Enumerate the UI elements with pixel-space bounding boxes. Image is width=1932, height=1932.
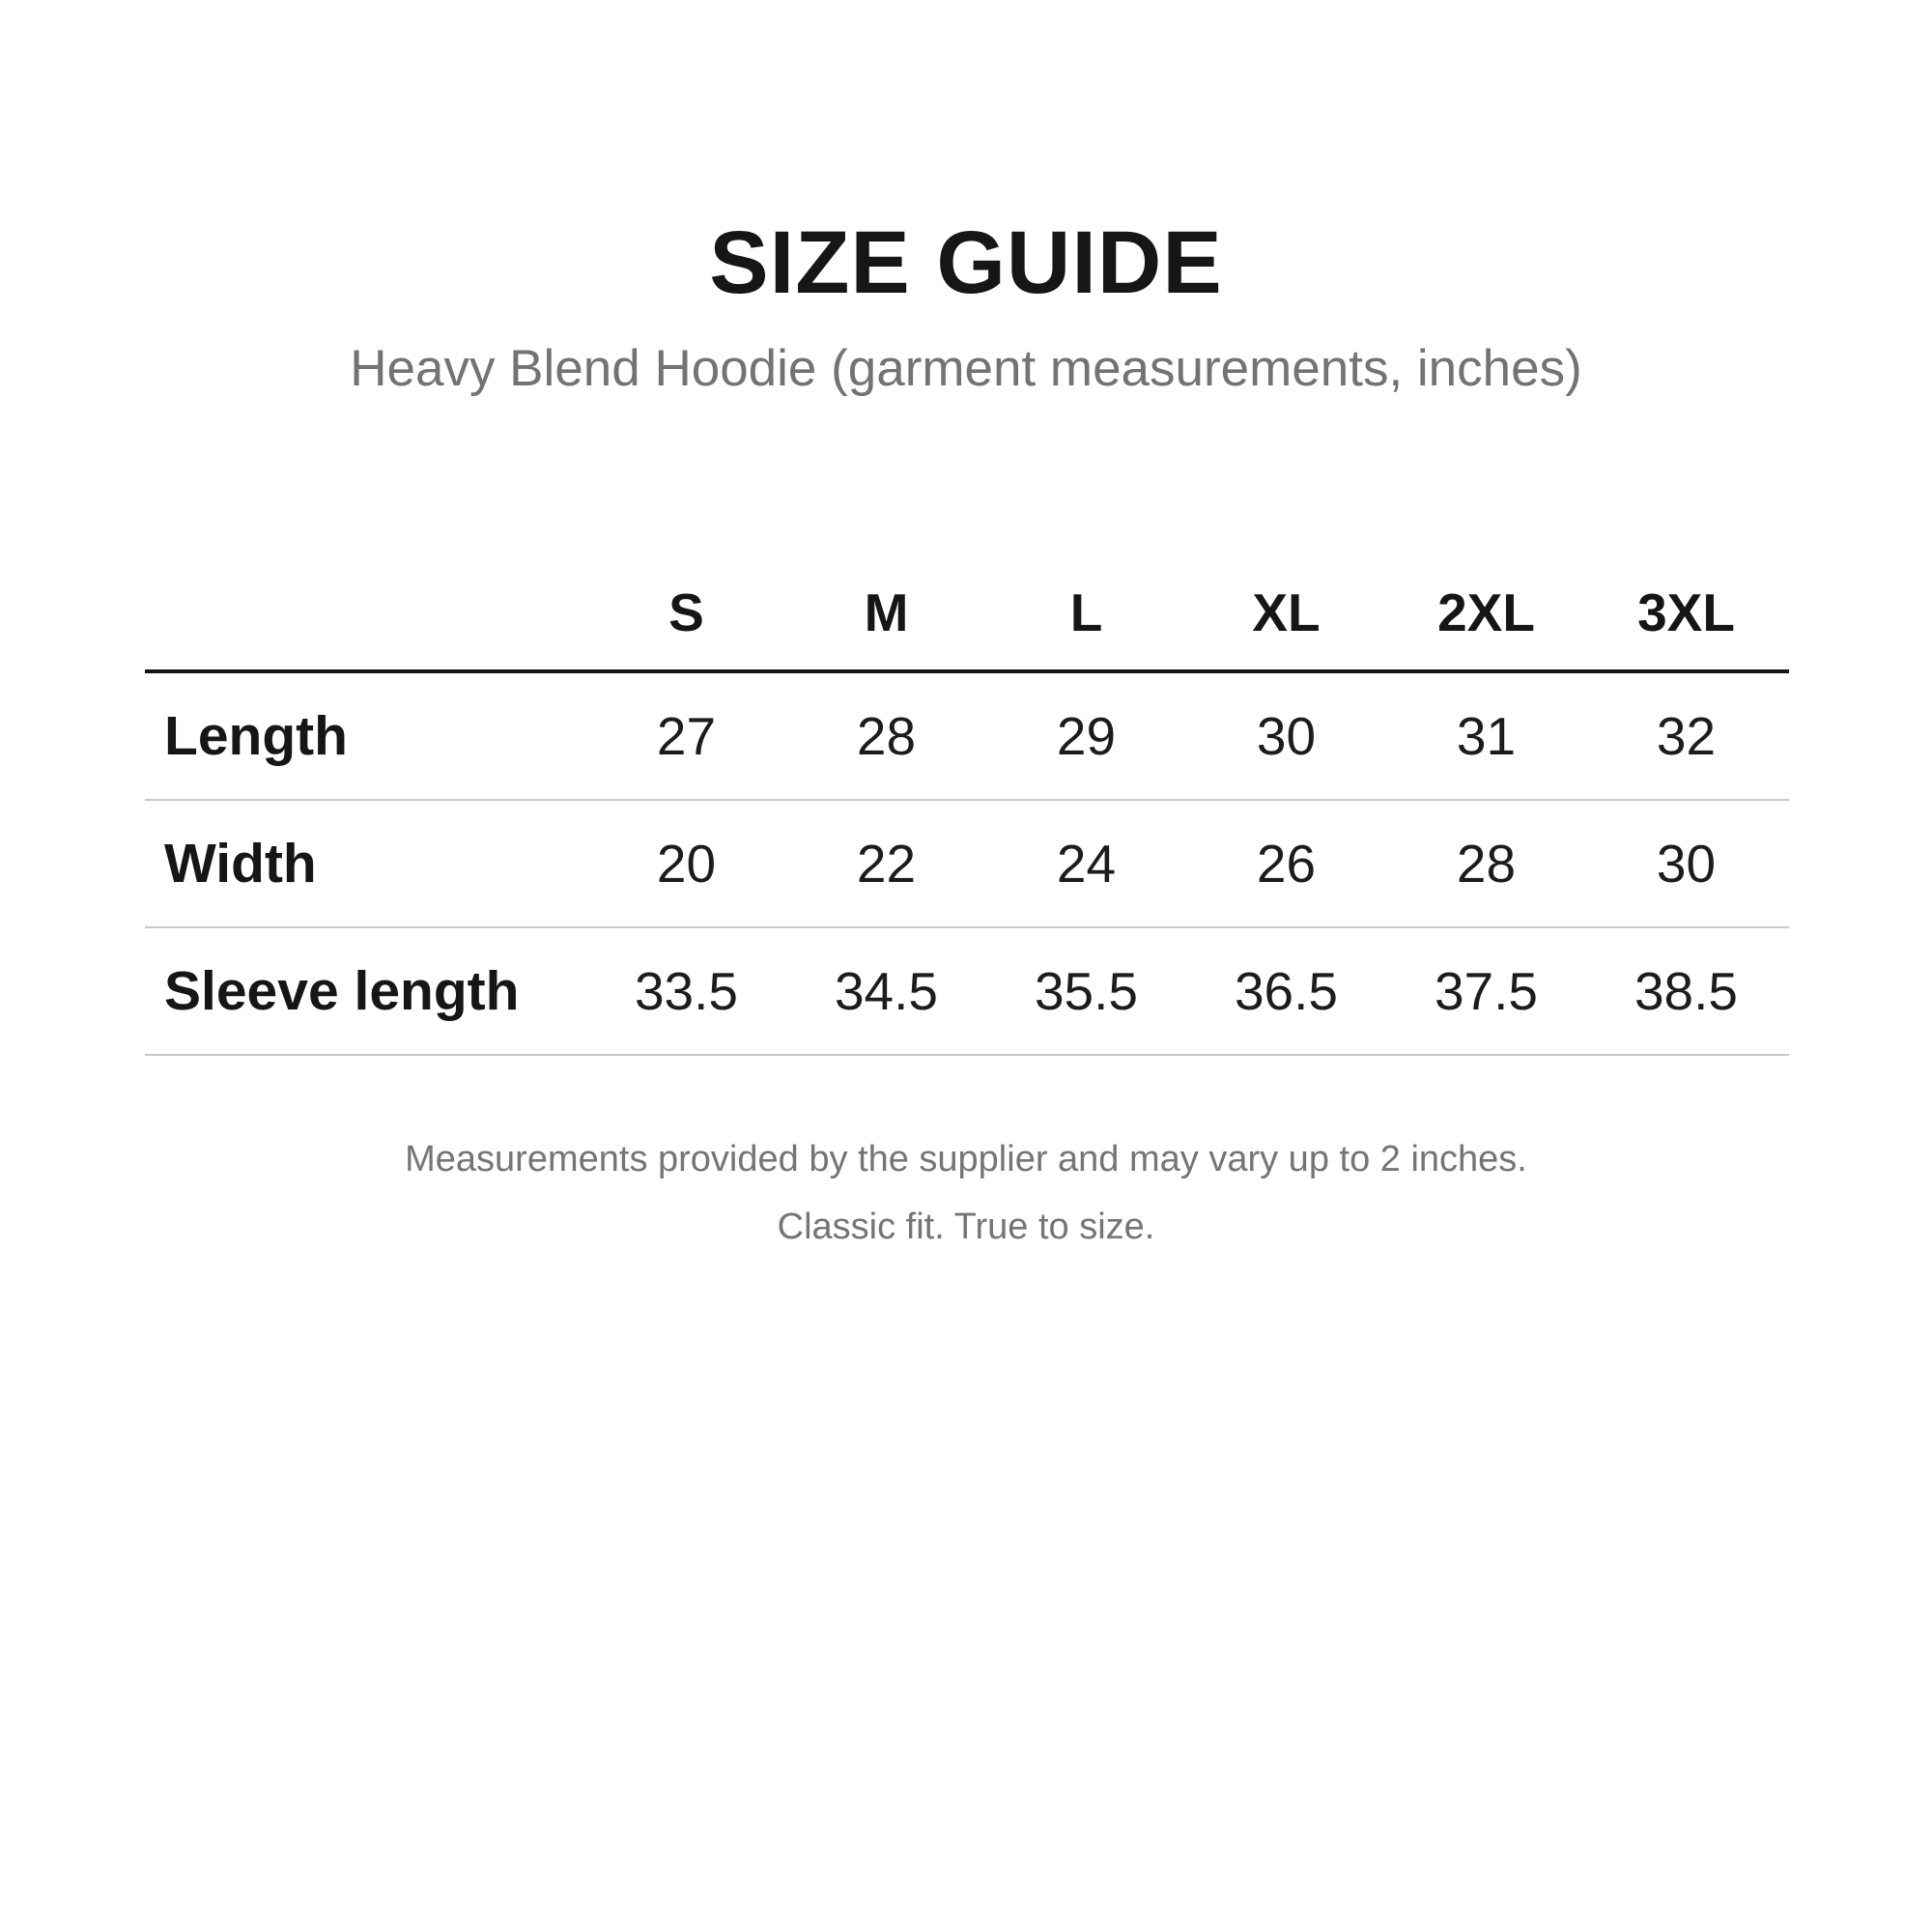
table-cell: 31 bbox=[1456, 706, 1517, 766]
row-label-sleeve-length: Sleeve length bbox=[164, 960, 520, 1022]
size-header-2xl: 2XL bbox=[1437, 582, 1535, 642]
size-header-l: L bbox=[1069, 582, 1103, 642]
table-cell: 32 bbox=[1656, 706, 1717, 766]
table-row-length bbox=[145, 673, 1789, 801]
table-cell: 34.5 bbox=[834, 961, 939, 1021]
table-cell: 33.5 bbox=[634, 961, 739, 1021]
table-cell: 35.5 bbox=[1034, 961, 1139, 1021]
size-header-3xl: 3XL bbox=[1637, 582, 1735, 642]
table-cell: 28 bbox=[856, 706, 917, 766]
footnote-measurements: Measurements provided by the supplier and may vary up to 2 inches. bbox=[405, 1139, 1527, 1179]
table-row-sleeve-length bbox=[145, 928, 1789, 1056]
page-title: SIZE GUIDE bbox=[709, 213, 1223, 312]
table-cell: 30 bbox=[1256, 706, 1317, 766]
footnotes bbox=[0, 1125, 1932, 1261]
size-header-m: M bbox=[864, 582, 909, 642]
table-cell: 26 bbox=[1256, 834, 1317, 894]
size-table bbox=[145, 555, 1789, 1056]
size-header-xl: XL bbox=[1252, 582, 1321, 642]
table-cell: 30 bbox=[1656, 834, 1717, 894]
row-label-width: Width bbox=[164, 833, 317, 895]
table-row-width bbox=[145, 801, 1789, 928]
table-cell: 22 bbox=[856, 834, 917, 894]
table-cell: 36.5 bbox=[1234, 961, 1339, 1021]
size-header-s: S bbox=[668, 582, 704, 642]
table-cell: 28 bbox=[1456, 834, 1517, 894]
table-cell: 29 bbox=[1056, 706, 1117, 766]
table-cell: 38.5 bbox=[1634, 961, 1739, 1021]
table-cell: 37.5 bbox=[1434, 961, 1539, 1021]
table-cell: 20 bbox=[656, 834, 717, 894]
footnote-fit: Classic fit. True to size. bbox=[777, 1207, 1155, 1247]
size-header-row bbox=[145, 555, 1789, 673]
table-cell: 24 bbox=[1056, 834, 1117, 894]
page-subtitle: Heavy Blend Hoodie (garment measurements, inches) bbox=[350, 340, 1582, 397]
table-cell: 27 bbox=[656, 706, 717, 766]
row-label-length: Length bbox=[164, 705, 348, 767]
